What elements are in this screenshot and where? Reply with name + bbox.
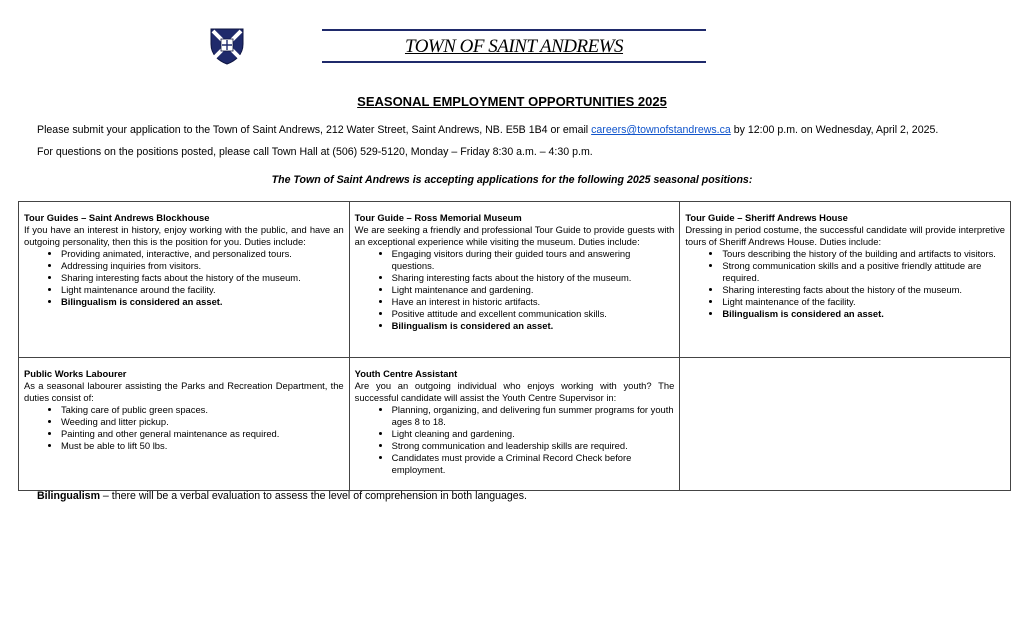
bilingual-asset-item: • Bilingualism is considered an asset. (61, 296, 344, 308)
table-row (19, 202, 1011, 358)
position-title: Public Works Labourer (24, 368, 127, 379)
position-title: Tour Guide – Ross Memorial Museum (354, 212, 522, 223)
duty-item: • Strong communication skills and a positive friendly attitude are required. (722, 260, 1005, 284)
duty-item: • Weeding and litter pickup. (61, 416, 344, 428)
bilingualism-note (37, 490, 527, 502)
title-rule-bottom (322, 61, 706, 63)
position-description: If you have an interest in history, enjoy working with the public, and have an outgoing personality, then this is the position for you. Duties include: (24, 224, 344, 247)
town-crest-icon (207, 26, 247, 66)
positions-intro: The Town of Saint Andrews is accepting applications for the following 2025 seasonal positions: (271, 174, 753, 186)
submit-text-after: by 12:00 p.m. on Wednesday, April 2, 2025. (730, 124, 939, 136)
duty-item: • Light maintenance around the facility. (61, 284, 344, 296)
duty-item: • Sharing interesting facts about the history of the museum. (722, 284, 1005, 296)
duties-list (685, 248, 1005, 320)
duty-item: • Sharing interesting facts about the history of the museum. (392, 272, 675, 284)
table-row (19, 358, 1011, 491)
duty-item: • Positive attitude and excellent communication skills. (392, 308, 675, 320)
careers-email-link[interactable]: careers@townofstandrews.ca (591, 124, 731, 136)
duty-item: • Sharing interesting facts about the history of the museum. (61, 272, 344, 284)
position-description: Dressing in period costume, the successful candidate will provide interpretive tours of Sheriff Andrews House. Duties include: (685, 224, 1005, 247)
duty-item: • Light maintenance and gardening. (392, 284, 675, 296)
page-heading: SEASONAL EMPLOYMENT OPPORTUNITIES 2025 (357, 94, 667, 109)
position-cell-public-works (19, 358, 350, 491)
bilingual-asset-item: • Bilingualism is considered an asset. (722, 308, 1005, 320)
town-title: TOWN OF SAINT ANDREWS (404, 36, 624, 57)
duty-item: • Strong communication and leadership skills are required. (392, 440, 675, 452)
position-title: Tour Guide – Sheriff Andrews House (685, 212, 848, 223)
duty-item: • Candidates must provide a Criminal Record Check before employment. (392, 452, 675, 476)
submit-instructions (37, 124, 938, 136)
position-description: Are you an outgoing individual who enjoys working with youth? The successful candidate will assist the Youth Centre Supervisor in: (354, 380, 675, 403)
position-cell-sheriff-house (680, 202, 1011, 358)
duties-list (355, 404, 675, 476)
position-cell-youth-centre (349, 358, 680, 491)
title-rule-top (322, 29, 706, 31)
position-cell-ross-museum (349, 202, 680, 358)
duty-item: • Planning, organizing, and delivering fun summer programs for youth ages 8 to 18. (392, 404, 675, 428)
bilingual-asset-item: • Bilingualism is considered an asset. (392, 320, 675, 332)
empty-position-cell (680, 358, 1011, 491)
position-description: We are seeking a friendly and professional Tour Guide to provide guests with an exceptional experience while visiting the museum. Duties include: (354, 224, 675, 247)
duties-list (24, 404, 344, 452)
note-label: Bilingualism (37, 490, 100, 502)
duty-item: • Addressing inquiries from visitors. (61, 260, 344, 272)
duties-list (24, 248, 344, 308)
duty-item: • Must be able to lift 50 lbs. (61, 440, 344, 452)
position-title: Tour Guides – Saint Andrews Blockhouse (24, 212, 210, 223)
duty-item: • Providing animated, interactive, and personalized tours. (61, 248, 344, 260)
positions-table (18, 201, 1011, 491)
duty-item: • Light cleaning and gardening. (392, 428, 675, 440)
duty-item: • Engaging visitors during their guided tours and answering questions. (392, 248, 675, 272)
position-title: Youth Centre Assistant (354, 368, 458, 379)
duty-item: • Painting and other general maintenance as required. (61, 428, 344, 440)
duty-item: • Tours describing the history of the building and artifacts to visitors. (722, 248, 1005, 260)
position-description: As a seasonal labourer assisting the Parks and Recreation Department, the duties consist of: (24, 380, 344, 403)
submit-text-before: Please submit your application to the Town of Saint Andrews, 212 Water Street, Saint Andrews, NB. E5B 1B4 or email (37, 124, 592, 136)
note-text: – there will be a verbal evaluation to assess the level of comprehension in both languages. (99, 490, 527, 502)
duty-item: • Have an interest in historic artifacts. (392, 296, 675, 308)
duty-item: • Light maintenance of the facility. (722, 296, 1005, 308)
questions-contact: For questions on the positions posted, please call Town Hall at (506) 529-5120, Monday – Friday 8:30 a.m. – 4:30 p.m. (37, 146, 593, 158)
duty-item: • Taking care of public green spaces. (61, 404, 344, 416)
duties-list (355, 248, 675, 332)
position-cell-blockhouse (19, 202, 350, 358)
